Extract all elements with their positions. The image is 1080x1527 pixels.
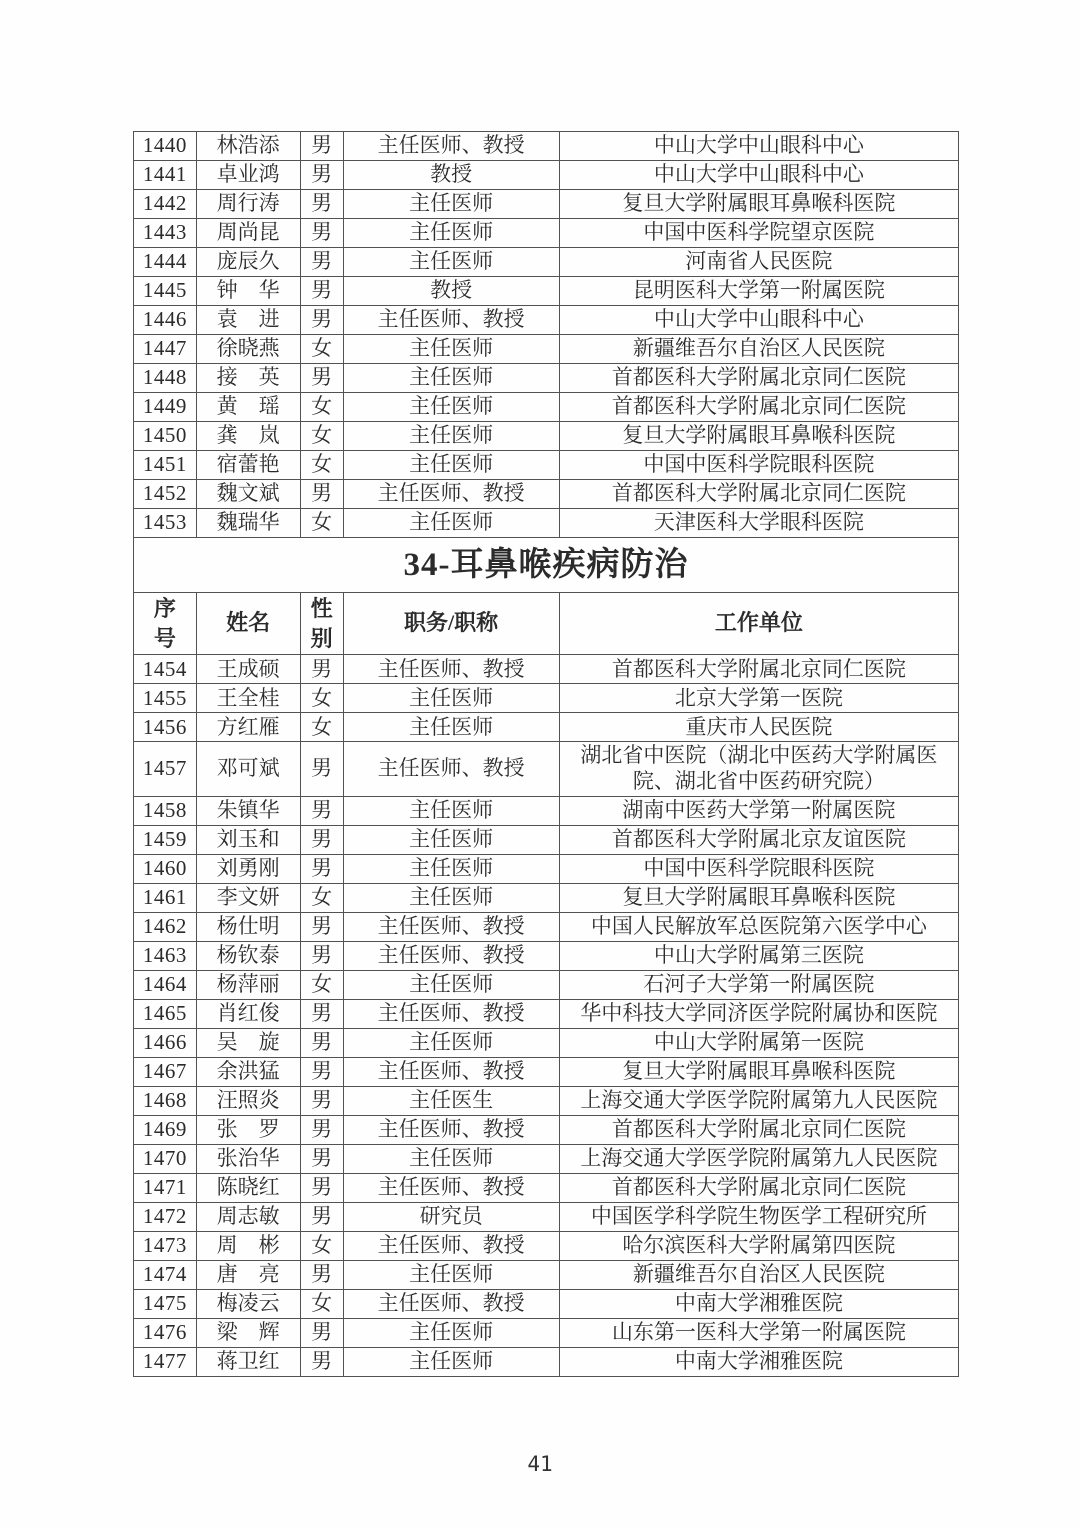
- serial-number: 1451: [134, 451, 197, 480]
- job-title: 主任医师: [343, 190, 559, 219]
- job-title: 主任医师、教授: [343, 999, 559, 1028]
- gender: 男: [300, 190, 343, 219]
- serial-number: 1449: [134, 393, 197, 422]
- table-row: [134, 825, 959, 854]
- person-name: 杨萍丽: [196, 970, 300, 999]
- table-row: [134, 509, 959, 538]
- gender: 男: [300, 1260, 343, 1289]
- gender: 女: [300, 393, 343, 422]
- table-row: [134, 364, 959, 393]
- person-name: 汪照炎: [196, 1086, 300, 1115]
- gender: 男: [300, 1318, 343, 1347]
- gender: 男: [300, 132, 343, 161]
- serial-number: 1470: [134, 1144, 197, 1173]
- gender: 男: [300, 364, 343, 393]
- serial-number: 1448: [134, 364, 197, 393]
- table-row: [134, 219, 959, 248]
- gender: 女: [300, 883, 343, 912]
- gender: 男: [300, 1115, 343, 1144]
- serial-number: 1441: [134, 161, 197, 190]
- job-title: 主任医师、教授: [343, 132, 559, 161]
- gender: 女: [300, 684, 343, 713]
- serial-number: 1455: [134, 684, 197, 713]
- gender: 男: [300, 277, 343, 306]
- job-title: 主任医师、教授: [343, 1231, 559, 1260]
- person-name: 魏文斌: [196, 480, 300, 509]
- work-unit: 中国人民解放军总医院第六医学中心: [559, 912, 958, 941]
- job-title: 主任医师、教授: [343, 1057, 559, 1086]
- table-row: [134, 684, 959, 713]
- serial-number: 1457: [134, 742, 197, 796]
- work-unit: 首都医科大学附属北京同仁医院: [559, 655, 958, 684]
- job-title: 主任医师、教授: [343, 655, 559, 684]
- work-unit: 首都医科大学附属北京友谊医院: [559, 825, 958, 854]
- gender: 男: [300, 999, 343, 1028]
- work-unit: 中山大学附属第一医院: [559, 1028, 958, 1057]
- table-header-row: [134, 593, 959, 655]
- table-row: [134, 1231, 959, 1260]
- job-title: 主任医师: [343, 883, 559, 912]
- serial-number: 1461: [134, 883, 197, 912]
- table-row: [134, 742, 959, 796]
- table-row: [134, 1057, 959, 1086]
- serial-number: 1446: [134, 306, 197, 335]
- person-name: 余洪猛: [196, 1057, 300, 1086]
- serial-number: 1444: [134, 248, 197, 277]
- serial-number: 1471: [134, 1173, 197, 1202]
- job-title: 主任医师、教授: [343, 306, 559, 335]
- table-row: [134, 335, 959, 364]
- job-title: 主任医师: [343, 451, 559, 480]
- table-row: [134, 1144, 959, 1173]
- table-row: [134, 393, 959, 422]
- job-title: 主任医生: [343, 1086, 559, 1115]
- gender: 男: [300, 1347, 343, 1376]
- job-title: 主任医师: [343, 684, 559, 713]
- section-title-row: [134, 538, 959, 593]
- gender: 男: [300, 306, 343, 335]
- work-unit: 山东第一医科大学第一附属医院: [559, 1318, 958, 1347]
- job-title: 主任医师: [343, 1318, 559, 1347]
- person-name: 周志敏: [196, 1202, 300, 1231]
- job-title: 主任医师、教授: [343, 1115, 559, 1144]
- person-name: 邓可斌: [196, 742, 300, 796]
- gender: 女: [300, 970, 343, 999]
- work-unit: 中国中医科学院眼科医院: [559, 854, 958, 883]
- gender: 男: [300, 1028, 343, 1057]
- work-unit: 中国中医科学院望京医院: [559, 219, 958, 248]
- work-unit: 首都医科大学附属北京同仁医院: [559, 393, 958, 422]
- col-header-serial-label: 序号: [153, 596, 176, 651]
- work-unit: 中国医学科学院生物医学工程研究所: [559, 1202, 958, 1231]
- table-row: [134, 941, 959, 970]
- person-name: 张治华: [196, 1144, 300, 1173]
- serial-number: 1452: [134, 480, 197, 509]
- person-name: 方红雁: [196, 713, 300, 742]
- person-name: 周行涛: [196, 190, 300, 219]
- job-title: 主任医师: [343, 1347, 559, 1376]
- gender: 女: [300, 451, 343, 480]
- person-name: 黄 瑶: [196, 393, 300, 422]
- table-row: [134, 422, 959, 451]
- job-title: 主任医师: [343, 393, 559, 422]
- gender: 男: [300, 1202, 343, 1231]
- person-name: 龚 岚: [196, 422, 300, 451]
- serial-number: 1440: [134, 132, 197, 161]
- work-unit: 首都医科大学附属北京同仁医院: [559, 1115, 958, 1144]
- serial-number: 1447: [134, 335, 197, 364]
- gender: 男: [300, 655, 343, 684]
- serial-number: 1465: [134, 999, 197, 1028]
- serial-number: 1475: [134, 1289, 197, 1318]
- job-title: 主任医师: [343, 713, 559, 742]
- gender: 男: [300, 854, 343, 883]
- gender: 女: [300, 422, 343, 451]
- job-title: 主任医师: [343, 854, 559, 883]
- table-row: [134, 1289, 959, 1318]
- person-name: 林浩添: [196, 132, 300, 161]
- col-header-gender: [300, 593, 343, 655]
- work-unit: 首都医科大学附属北京同仁医院: [559, 480, 958, 509]
- gender: 男: [300, 1173, 343, 1202]
- person-name: 梁 辉: [196, 1318, 300, 1347]
- main-table-body: [134, 655, 959, 1376]
- gender: 男: [300, 1057, 343, 1086]
- person-name: 吴 旋: [196, 1028, 300, 1057]
- serial-number: 1463: [134, 941, 197, 970]
- person-name: 唐 亮: [196, 1260, 300, 1289]
- work-unit: 中山大学中山眼科中心: [559, 306, 958, 335]
- work-unit: 中国中医科学院眼科医院: [559, 451, 958, 480]
- work-unit: 首都医科大学附属北京同仁医院: [559, 1173, 958, 1202]
- person-name: 宿蕾艳: [196, 451, 300, 480]
- serial-number: 1460: [134, 854, 197, 883]
- table-row: [134, 1086, 959, 1115]
- serial-number: 1459: [134, 825, 197, 854]
- gender: 男: [300, 1086, 343, 1115]
- person-name: 钟 华: [196, 277, 300, 306]
- job-title: 主任医师、教授: [343, 912, 559, 941]
- gender: 男: [300, 941, 343, 970]
- person-name: 周 彬: [196, 1231, 300, 1260]
- work-unit: 上海交通大学医学院附属第九人民医院: [559, 1086, 958, 1115]
- person-name: 周尚昆: [196, 219, 300, 248]
- serial-number: 1456: [134, 713, 197, 742]
- person-name: 陈晓红: [196, 1173, 300, 1202]
- gender: 女: [300, 1289, 343, 1318]
- work-unit: 复旦大学附属眼耳鼻喉科医院: [559, 883, 958, 912]
- serial-number: 1473: [134, 1231, 197, 1260]
- person-name: 朱镇华: [196, 796, 300, 825]
- work-unit: 中山大学中山眼科中心: [559, 132, 958, 161]
- col-header-title: 职务/职称: [343, 593, 559, 655]
- serial-number: 1454: [134, 655, 197, 684]
- job-title: 主任医师: [343, 219, 559, 248]
- work-unit: 湖北省中医院（湖北中医药大学附属医院、湖北省中医药研究院）: [559, 742, 958, 796]
- gender: 男: [300, 742, 343, 796]
- job-title: 主任医师: [343, 796, 559, 825]
- table-row: [134, 883, 959, 912]
- work-unit: 昆明医科大学第一附属医院: [559, 277, 958, 306]
- work-unit: 湖南中医药大学第一附属医院: [559, 796, 958, 825]
- work-unit: 复旦大学附属眼耳鼻喉科医院: [559, 1057, 958, 1086]
- job-title: 主任医师: [343, 509, 559, 538]
- gender: 女: [300, 713, 343, 742]
- table-row: [134, 161, 959, 190]
- serial-number: 1443: [134, 219, 197, 248]
- col-header-gender-label: 性别: [310, 596, 333, 651]
- job-title: 主任医师: [343, 1260, 559, 1289]
- work-unit: 新疆维吾尔自治区人民医院: [559, 1260, 958, 1289]
- table-row: [134, 713, 959, 742]
- page-number: 41: [527, 1452, 553, 1476]
- work-unit: 中山大学附属第三医院: [559, 941, 958, 970]
- work-unit: 复旦大学附属眼耳鼻喉科医院: [559, 190, 958, 219]
- table-row: [134, 190, 959, 219]
- work-unit: 石河子大学第一附属医院: [559, 970, 958, 999]
- person-name: 梅凌云: [196, 1289, 300, 1318]
- serial-number: 1442: [134, 190, 197, 219]
- table-row: [134, 655, 959, 684]
- job-title: 教授: [343, 277, 559, 306]
- work-unit: 新疆维吾尔自治区人民医院: [559, 335, 958, 364]
- work-unit: 中南大学湘雅医院: [559, 1289, 958, 1318]
- table-row: [134, 796, 959, 825]
- table-row: [134, 1028, 959, 1057]
- table-row: [134, 999, 959, 1028]
- person-name: 杨仕明: [196, 912, 300, 941]
- section-title: 34-耳鼻喉疾病防治: [134, 538, 959, 593]
- gender: 女: [300, 335, 343, 364]
- work-unit: 河南省人民医院: [559, 248, 958, 277]
- gender: 男: [300, 161, 343, 190]
- col-header-name: 姓名: [196, 593, 300, 655]
- serial-number: 1477: [134, 1347, 197, 1376]
- serial-number: 1474: [134, 1260, 197, 1289]
- table-row: [134, 854, 959, 883]
- person-name: 王全桂: [196, 684, 300, 713]
- job-title: 主任医师、教授: [343, 941, 559, 970]
- job-title: 主任医师、教授: [343, 742, 559, 796]
- table-row: [134, 277, 959, 306]
- gender: 女: [300, 1231, 343, 1260]
- table-row: [134, 1260, 959, 1289]
- job-title: 主任医师: [343, 422, 559, 451]
- serial-number: 1458: [134, 796, 197, 825]
- serial-number: 1472: [134, 1202, 197, 1231]
- col-header-serial: [134, 593, 197, 655]
- job-title: 研究员: [343, 1202, 559, 1231]
- person-name: 袁 进: [196, 306, 300, 335]
- table-row: [134, 1318, 959, 1347]
- gender: 男: [300, 825, 343, 854]
- work-unit: 重庆市人民医院: [559, 713, 958, 742]
- gender: 男: [300, 796, 343, 825]
- person-name: 李文妍: [196, 883, 300, 912]
- table-row: [134, 1115, 959, 1144]
- table-row: [134, 1347, 959, 1376]
- work-unit: 首都医科大学附属北京同仁医院: [559, 364, 958, 393]
- job-title: 教授: [343, 161, 559, 190]
- person-name: 刘勇刚: [196, 854, 300, 883]
- work-unit: 中山大学中山眼科中心: [559, 161, 958, 190]
- work-unit: 华中科技大学同济医学院附属协和医院: [559, 999, 958, 1028]
- table-row: [134, 451, 959, 480]
- person-name: 肖红俊: [196, 999, 300, 1028]
- gender: 男: [300, 480, 343, 509]
- job-title: 主任医师: [343, 1028, 559, 1057]
- serial-number: 1453: [134, 509, 197, 538]
- table-row: [134, 480, 959, 509]
- person-name: 刘玉和: [196, 825, 300, 854]
- person-name: 王成硕: [196, 655, 300, 684]
- gender: 男: [300, 912, 343, 941]
- serial-number: 1462: [134, 912, 197, 941]
- person-name: 张 罗: [196, 1115, 300, 1144]
- gender: 男: [300, 248, 343, 277]
- person-name: 蒋卫红: [196, 1347, 300, 1376]
- job-title: 主任医师: [343, 364, 559, 393]
- table-row: [134, 912, 959, 941]
- job-title: 主任医师: [343, 248, 559, 277]
- gender: 男: [300, 219, 343, 248]
- work-unit: 北京大学第一医院: [559, 684, 958, 713]
- top-table-body: [134, 132, 959, 538]
- person-name: 接 英: [196, 364, 300, 393]
- table-row: [134, 970, 959, 999]
- table-row: [134, 1173, 959, 1202]
- serial-number: 1445: [134, 277, 197, 306]
- serial-number: 1450: [134, 422, 197, 451]
- table-row: [134, 306, 959, 335]
- gender: 女: [300, 509, 343, 538]
- person-name: 卓业鸿: [196, 161, 300, 190]
- serial-number: 1466: [134, 1028, 197, 1057]
- work-unit: 天津医科大学眼科医院: [559, 509, 958, 538]
- job-title: 主任医师: [343, 335, 559, 364]
- gender: 男: [300, 1144, 343, 1173]
- person-name: 魏瑞华: [196, 509, 300, 538]
- serial-number: 1469: [134, 1115, 197, 1144]
- table-row: [134, 1202, 959, 1231]
- job-title: 主任医师: [343, 825, 559, 854]
- work-unit: 复旦大学附属眼耳鼻喉科医院: [559, 422, 958, 451]
- serial-number: 1464: [134, 970, 197, 999]
- col-header-org: 工作单位: [559, 593, 958, 655]
- table-row: [134, 132, 959, 161]
- job-title: 主任医师、教授: [343, 1289, 559, 1318]
- table-row: [134, 248, 959, 277]
- serial-number: 1467: [134, 1057, 197, 1086]
- person-name: 庞辰久: [196, 248, 300, 277]
- job-title: 主任医师: [343, 970, 559, 999]
- work-unit: 上海交通大学医学院附属第九人民医院: [559, 1144, 958, 1173]
- experts-table: [133, 131, 959, 1377]
- person-name: 杨钦泰: [196, 941, 300, 970]
- serial-number: 1468: [134, 1086, 197, 1115]
- work-unit: 中南大学湘雅医院: [559, 1347, 958, 1376]
- job-title: 主任医师、教授: [343, 480, 559, 509]
- person-name: 徐晓燕: [196, 335, 300, 364]
- work-unit: 哈尔滨医科大学附属第四医院: [559, 1231, 958, 1260]
- job-title: 主任医师、教授: [343, 1173, 559, 1202]
- serial-number: 1476: [134, 1318, 197, 1347]
- job-title: 主任医师: [343, 1144, 559, 1173]
